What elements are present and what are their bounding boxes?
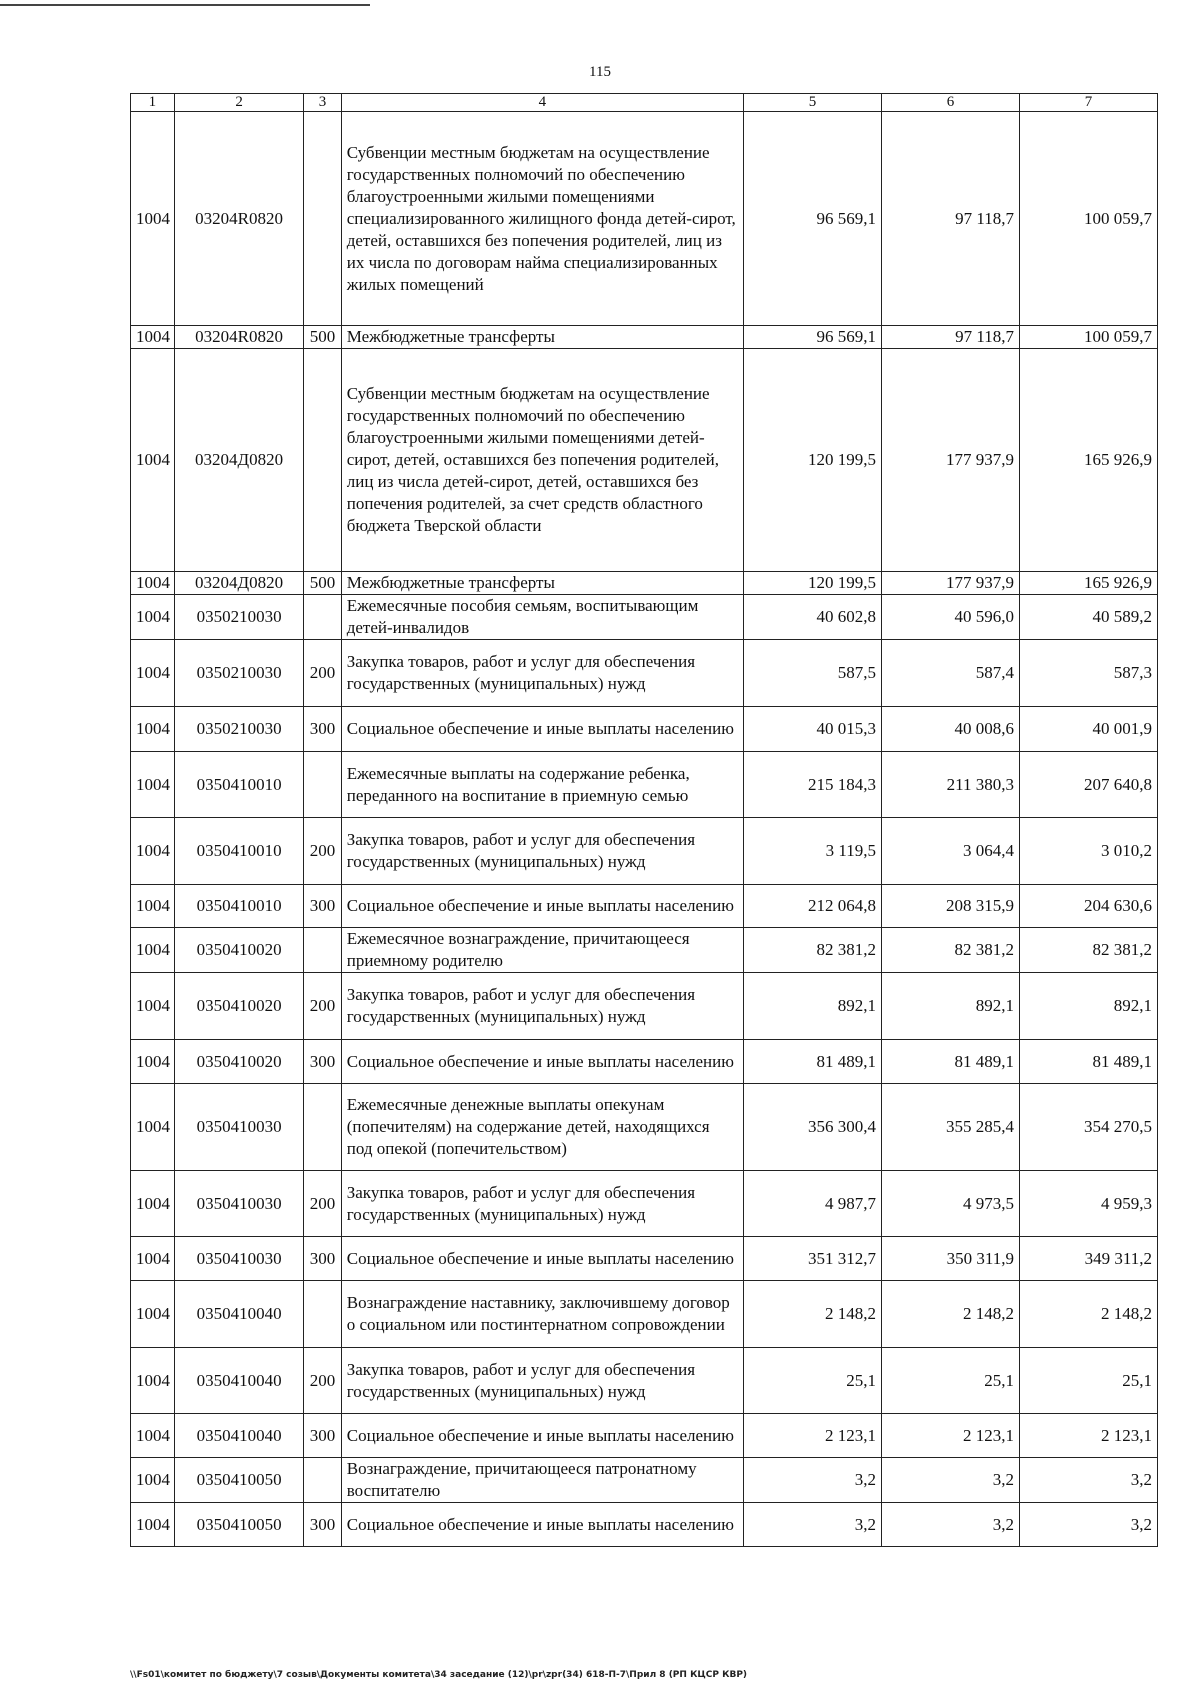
item-name-cell: Закупка товаров, работ и услуг для обеспечения государственных (муниципальных) нужд [341,1171,743,1237]
amount-year-3-cell: 25,1 [1019,1348,1157,1414]
amount-year-2-cell: 208 315,9 [881,885,1019,928]
amount-year-2-cell: 97 118,7 [881,112,1019,326]
section-cell: 1004 [131,1171,175,1237]
item-name-cell: Социальное обеспечение и иные выплаты населению [341,1040,743,1084]
expense-type-cell: 300 [304,885,341,928]
footer-file-path: \\Fs01\комитет по бюджету\7 созыв\Документы комитета\34 заседание (12)\pr\zpr(34) 618-П-7\Прил 8 (РП КЦСР КВР) [130,1670,748,1680]
table-row [131,349,1158,572]
section-cell: 1004 [131,1281,175,1348]
table-row [131,1414,1158,1458]
item-name-cell: Социальное обеспечение и иные выплаты населению [341,1503,743,1547]
table-row [131,973,1158,1040]
item-name-cell: Ежемесячные денежные выплаты опекунам (попечителям) на содержание детей, находящихся под опекой (попечительством) [341,1084,743,1171]
section-cell: 1004 [131,928,175,973]
section-cell: 1004 [131,595,175,640]
target-code-cell: 0350410020 [174,928,303,973]
amount-year-2-cell: 892,1 [881,973,1019,1040]
expense-type-cell [304,752,341,818]
section-cell: 1004 [131,818,175,885]
amount-year-2-cell: 177 937,9 [881,572,1019,595]
section-cell: 1004 [131,1040,175,1084]
amount-year-3-cell: 892,1 [1019,973,1157,1040]
expense-type-cell: 200 [304,973,341,1040]
column-header-4: 4 [341,94,743,112]
target-code-cell: 0350410020 [174,973,303,1040]
expense-type-cell: 300 [304,707,341,752]
amount-year-3-cell: 40 001,9 [1019,707,1157,752]
amount-year-2-cell: 2 123,1 [881,1414,1019,1458]
budget-table [130,93,1158,1547]
expense-type-cell: 300 [304,1237,341,1281]
target-code-cell: 03204Д0820 [174,349,303,572]
amount-year-1-cell: 96 569,1 [743,112,881,326]
amount-year-3-cell: 40 589,2 [1019,595,1157,640]
amount-year-3-cell: 3 010,2 [1019,818,1157,885]
amount-year-1-cell: 120 199,5 [743,349,881,572]
amount-year-2-cell: 587,4 [881,640,1019,707]
top-border-line [0,4,370,6]
expense-type-cell [304,112,341,326]
amount-year-1-cell: 120 199,5 [743,572,881,595]
amount-year-3-cell: 81 489,1 [1019,1040,1157,1084]
target-code-cell: 0350410040 [174,1281,303,1348]
column-header-7: 7 [1019,94,1157,112]
amount-year-3-cell: 165 926,9 [1019,349,1157,572]
section-cell: 1004 [131,1458,175,1503]
item-name-cell: Социальное обеспечение и иные выплаты населению [341,1414,743,1458]
section-cell: 1004 [131,752,175,818]
target-code-cell: 0350410040 [174,1414,303,1458]
item-name-cell: Закупка товаров, работ и услуг для обеспечения государственных (муниципальных) нужд [341,973,743,1040]
amount-year-3-cell: 100 059,7 [1019,326,1157,349]
target-code-cell: 0350410010 [174,818,303,885]
amount-year-2-cell: 97 118,7 [881,326,1019,349]
item-name-cell: Закупка товаров, работ и услуг для обеспечения государственных (муниципальных) нужд [341,1348,743,1414]
amount-year-1-cell: 81 489,1 [743,1040,881,1084]
expense-type-cell: 500 [304,326,341,349]
target-code-cell: 0350210030 [174,640,303,707]
amount-year-1-cell: 82 381,2 [743,928,881,973]
table-header-row [131,94,1158,112]
section-cell: 1004 [131,640,175,707]
table-row [131,1084,1158,1171]
expense-type-cell [304,1458,341,1503]
table-row [131,640,1158,707]
amount-year-1-cell: 356 300,4 [743,1084,881,1171]
target-code-cell: 0350210030 [174,707,303,752]
amount-year-3-cell: 82 381,2 [1019,928,1157,973]
amount-year-2-cell: 3 064,4 [881,818,1019,885]
column-header-3: 3 [304,94,341,112]
amount-year-3-cell: 100 059,7 [1019,112,1157,326]
item-name-cell: Закупка товаров, работ и услуг для обеспечения государственных (муниципальных) нужд [341,640,743,707]
item-name-cell: Закупка товаров, работ и услуг для обеспечения государственных (муниципальных) нужд [341,818,743,885]
expense-type-cell: 300 [304,1503,341,1547]
amount-year-1-cell: 40 602,8 [743,595,881,640]
target-code-cell: 0350410030 [174,1237,303,1281]
amount-year-1-cell: 351 312,7 [743,1237,881,1281]
item-name-cell: Вознаграждение, причитающееся патронатному воспитателю [341,1458,743,1503]
table-row [131,1458,1158,1503]
target-code-cell: 0350410030 [174,1171,303,1237]
amount-year-1-cell: 587,5 [743,640,881,707]
amount-year-2-cell: 355 285,4 [881,1084,1019,1171]
target-code-cell: 0350410040 [174,1348,303,1414]
amount-year-1-cell: 25,1 [743,1348,881,1414]
amount-year-3-cell: 3,2 [1019,1503,1157,1547]
amount-year-3-cell: 165 926,9 [1019,572,1157,595]
amount-year-2-cell: 177 937,9 [881,349,1019,572]
amount-year-3-cell: 2 148,2 [1019,1281,1157,1348]
amount-year-1-cell: 215 184,3 [743,752,881,818]
expense-type-cell [304,1281,341,1348]
table-row [131,595,1158,640]
section-cell: 1004 [131,326,175,349]
amount-year-1-cell: 96 569,1 [743,326,881,349]
expense-type-cell: 300 [304,1040,341,1084]
amount-year-3-cell: 2 123,1 [1019,1414,1157,1458]
amount-year-2-cell: 211 380,3 [881,752,1019,818]
target-code-cell: 0350410050 [174,1503,303,1547]
amount-year-2-cell: 3,2 [881,1503,1019,1547]
item-name-cell: Межбюджетные трансферты [341,572,743,595]
amount-year-2-cell: 350 311,9 [881,1237,1019,1281]
amount-year-1-cell: 3 119,5 [743,818,881,885]
expense-type-cell: 200 [304,818,341,885]
expense-type-cell [304,595,341,640]
amount-year-2-cell: 82 381,2 [881,928,1019,973]
section-cell: 1004 [131,1084,175,1171]
amount-year-3-cell: 204 630,6 [1019,885,1157,928]
expense-type-cell [304,928,341,973]
amount-year-3-cell: 4 959,3 [1019,1171,1157,1237]
table-row [131,818,1158,885]
table-row [131,928,1158,973]
amount-year-1-cell: 2 123,1 [743,1414,881,1458]
expense-type-cell: 200 [304,1348,341,1414]
column-header-5: 5 [743,94,881,112]
page-number: 115 [589,64,611,80]
amount-year-2-cell: 40 596,0 [881,595,1019,640]
target-code-cell: 03204R0820 [174,326,303,349]
section-cell: 1004 [131,572,175,595]
amount-year-2-cell: 81 489,1 [881,1040,1019,1084]
table-row [131,707,1158,752]
amount-year-1-cell: 3,2 [743,1458,881,1503]
item-name-cell: Субвенции местным бюджетам на осуществление государственных полномочий по обеспечению благоустроенными жилыми помещениями детей-сирот, детей, оставшихся без попечения родителей, лиц из числа детей-сирот, детей, оставшихся без попечения родителей, за счет средств областного бюджета Тверской области [341,349,743,572]
section-cell: 1004 [131,885,175,928]
amount-year-1-cell: 4 987,7 [743,1171,881,1237]
expense-type-cell [304,1084,341,1171]
amount-year-2-cell: 25,1 [881,1348,1019,1414]
table-row [131,1040,1158,1084]
amount-year-3-cell: 3,2 [1019,1458,1157,1503]
section-cell: 1004 [131,1503,175,1547]
amount-year-2-cell: 40 008,6 [881,707,1019,752]
item-name-cell: Ежемесячные выплаты на содержание ребенка, переданного на воспитание в приемную семью [341,752,743,818]
table-row [131,1348,1158,1414]
table-row [131,112,1158,326]
item-name-cell: Социальное обеспечение и иные выплаты населению [341,885,743,928]
amount-year-1-cell: 40 015,3 [743,707,881,752]
amount-year-2-cell: 3,2 [881,1458,1019,1503]
table-row [131,572,1158,595]
target-code-cell: 03204R0820 [174,112,303,326]
item-name-cell: Ежемесячное вознаграждение, причитающееся приемному родителю [341,928,743,973]
item-name-cell: Ежемесячные пособия семьям, воспитывающим детей-инвалидов [341,595,743,640]
column-header-1: 1 [131,94,175,112]
table-row [131,1281,1158,1348]
expense-type-cell: 200 [304,1171,341,1237]
item-name-cell: Межбюджетные трансферты [341,326,743,349]
amount-year-1-cell: 892,1 [743,973,881,1040]
amount-year-3-cell: 587,3 [1019,640,1157,707]
expense-type-cell: 200 [304,640,341,707]
table-row [131,326,1158,349]
amount-year-1-cell: 2 148,2 [743,1281,881,1348]
item-name-cell: Вознаграждение наставнику, заключившему договор о социальном или постинтернатном сопровождении [341,1281,743,1348]
amount-year-1-cell: 3,2 [743,1503,881,1547]
target-code-cell: 0350410010 [174,752,303,818]
amount-year-3-cell: 354 270,5 [1019,1084,1157,1171]
target-code-cell: 0350410010 [174,885,303,928]
target-code-cell: 0350410020 [174,1040,303,1084]
column-header-6: 6 [881,94,1019,112]
target-code-cell: 0350210030 [174,595,303,640]
item-name-cell: Социальное обеспечение и иные выплаты населению [341,707,743,752]
target-code-cell: 0350410050 [174,1458,303,1503]
expense-type-cell: 500 [304,572,341,595]
column-header-2: 2 [174,94,303,112]
section-cell: 1004 [131,1348,175,1414]
table-row [131,1503,1158,1547]
section-cell: 1004 [131,1414,175,1458]
section-cell: 1004 [131,349,175,572]
section-cell: 1004 [131,1237,175,1281]
target-code-cell: 0350410030 [174,1084,303,1171]
amount-year-2-cell: 4 973,5 [881,1171,1019,1237]
item-name-cell: Субвенции местным бюджетам на осуществление государственных полномочий по обеспечению благоустроенными жилыми помещениями специализированного жилищного фонда детей-сирот, детей, оставшихся без попечения родителей, лиц из их числа по договорам найма специализированных жилых помещений [341,112,743,326]
section-cell: 1004 [131,707,175,752]
amount-year-1-cell: 212 064,8 [743,885,881,928]
table-row [131,1171,1158,1237]
section-cell: 1004 [131,112,175,326]
table-row [131,752,1158,818]
amount-year-3-cell: 349 311,2 [1019,1237,1157,1281]
expense-type-cell: 300 [304,1414,341,1458]
table-row [131,885,1158,928]
target-code-cell: 03204Д0820 [174,572,303,595]
amount-year-3-cell: 207 640,8 [1019,752,1157,818]
item-name-cell: Социальное обеспечение и иные выплаты населению [341,1237,743,1281]
amount-year-2-cell: 2 148,2 [881,1281,1019,1348]
table-body [131,112,1158,1547]
section-cell: 1004 [131,973,175,1040]
expense-type-cell [304,349,341,572]
table-row [131,1237,1158,1281]
